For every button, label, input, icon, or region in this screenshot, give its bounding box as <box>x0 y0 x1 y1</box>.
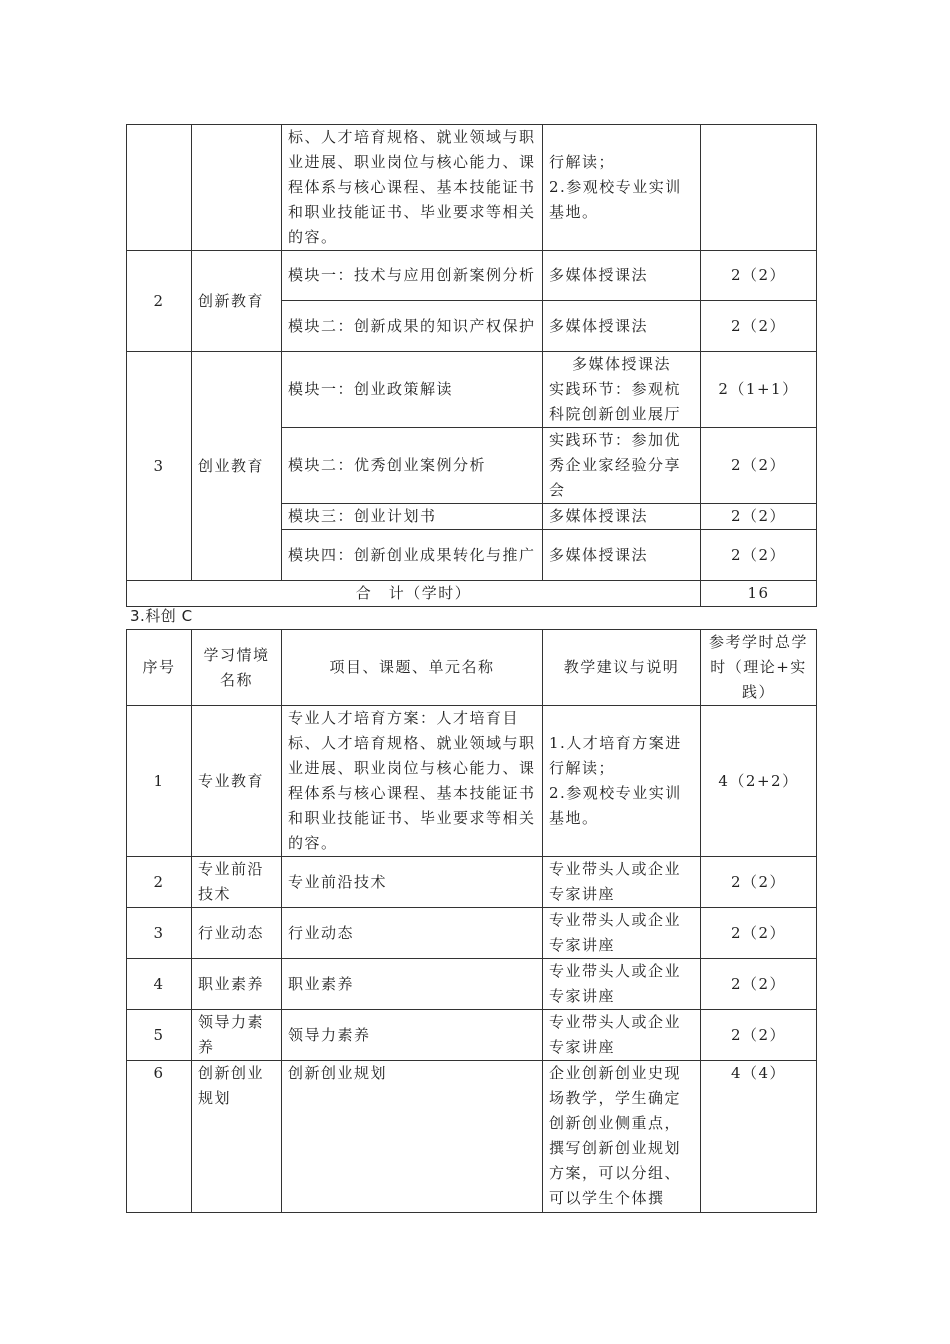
context-cell: 创业教育 <box>192 352 282 581</box>
row-number-cell: 3 <box>127 352 192 581</box>
hours-cell: 2（2） <box>701 301 817 352</box>
table-row <box>127 125 817 251</box>
advice-cell: 行解读； 2.参观校专业实训基地。 <box>543 125 701 251</box>
advice-line: 多媒体授课法 <box>571 355 671 373</box>
context-cell: 职业素养 <box>192 959 282 1010</box>
context-cell: 领导力素养 <box>192 1010 282 1061</box>
advice-cell: 企业创新创业史现场教学，学生确定创新创业侧重点，撰写创新创业规划方案，可以分组、可以学生个体撰 <box>543 1061 701 1213</box>
header-no: 序号 <box>127 630 192 706</box>
header-advice: 教学建议与说明 <box>543 630 701 706</box>
row-number-cell <box>127 125 192 251</box>
hours-cell <box>701 125 817 251</box>
hours-cell: 2（2） <box>701 908 817 959</box>
hours-cell: 2（2） <box>701 530 817 581</box>
project-cell: 创新创业规划 <box>282 1061 543 1213</box>
table-row <box>127 706 817 857</box>
context-cell: 行业动态 <box>192 908 282 959</box>
section-caption: 3.科创 C <box>130 607 193 625</box>
table-row <box>127 1061 817 1213</box>
course-table <box>126 629 817 1213</box>
project-cell: 行业动态 <box>282 908 543 959</box>
advice-cell: 多媒体授课法 <box>543 530 701 581</box>
project-cell: 模块二：优秀创业案例分析 <box>282 428 543 504</box>
hours-cell: 2（1+1） <box>701 352 817 428</box>
total-value: 16 <box>701 581 817 607</box>
advice-cell: 多媒体授课法 <box>543 301 701 352</box>
hours-cell: 2（2） <box>701 959 817 1010</box>
context-cell <box>192 125 282 251</box>
project-cell: 模块一：创业政策解读 <box>282 352 543 428</box>
context-cell: 创新创业规划 <box>192 1061 282 1213</box>
advice-cell: 多媒体授课法 <box>543 504 701 530</box>
row-number-cell: 3 <box>127 908 192 959</box>
table-row <box>127 352 817 428</box>
advice-cell: 多媒体授课法 <box>543 251 701 301</box>
advice-cell: 1.人才培育方案进行解读； 2.参观校专业实训基地。 <box>543 706 701 857</box>
advice-line: 实践环节：参观杭科院创新创业展厅 <box>549 380 682 423</box>
project-cell: 专业前沿技术 <box>282 857 543 908</box>
table-row <box>127 857 817 908</box>
row-number-cell: 1 <box>127 706 192 857</box>
project-cell: 职业素养 <box>282 959 543 1010</box>
header-row <box>127 630 817 706</box>
advice-cell: 专业带头人或企业专家讲座 <box>543 908 701 959</box>
project-cell: 领导力素养 <box>282 1010 543 1061</box>
advice-cell: 实践环节：参加优秀企业家经验分享会 <box>543 428 701 504</box>
project-cell: 模块四：创新创业成果转化与推广 <box>282 530 543 581</box>
hours-cell: 2（2） <box>701 428 817 504</box>
hours-cell: 2（2） <box>701 504 817 530</box>
project-cell: 模块三：创业计划书 <box>282 504 543 530</box>
row-number-cell: 2 <box>127 251 192 352</box>
project-cell: 模块一：技术与应用创新案例分析 <box>282 251 543 301</box>
hours-cell: 4（2+2） <box>701 706 817 857</box>
context-cell: 专业教育 <box>192 706 282 857</box>
context-cell: 专业前沿技术 <box>192 857 282 908</box>
table-row <box>127 1010 817 1061</box>
table-row <box>127 251 817 301</box>
header-hours: 参考学时总学时（理论+实践） <box>701 630 817 706</box>
hours-cell: 2（2） <box>701 857 817 908</box>
row-number-cell: 5 <box>127 1010 192 1061</box>
course-table-continued <box>126 124 817 607</box>
project-cell: 专业人才培育方案：人才培育目标、人才培育规格、就业领域与职业进展、职业岗位与核心能力、课程体系与核心课程、基本技能证书和职业技能证书、毕业要求等相关的容。 <box>282 706 543 857</box>
hours-cell: 2（2） <box>701 1010 817 1061</box>
row-number-cell: 6 <box>127 1061 192 1213</box>
hours-cell: 4（4） <box>701 1061 817 1213</box>
context-cell: 创新教育 <box>192 251 282 352</box>
table-row <box>127 908 817 959</box>
total-row <box>127 581 817 607</box>
table-row <box>127 959 817 1010</box>
advice-cell <box>543 352 701 428</box>
project-cell: 模块二：创新成果的知识产权保护 <box>282 301 543 352</box>
project-cell: 标、人才培育规格、就业领域与职业进展、职业岗位与核心能力、课程体系与核心课程、基本技能证书和职业技能证书、毕业要求等相关的容。 <box>282 125 543 251</box>
header-project: 项目、课题、单元名称 <box>282 630 543 706</box>
row-number-cell: 2 <box>127 857 192 908</box>
advice-cell: 专业带头人或企业专家讲座 <box>543 959 701 1010</box>
hours-cell: 2（2） <box>701 251 817 301</box>
header-context: 学习情境名称 <box>192 630 282 706</box>
total-label: 合 计（学时） <box>127 581 701 607</box>
row-number-cell: 4 <box>127 959 192 1010</box>
advice-cell: 专业带头人或企业专家讲座 <box>543 857 701 908</box>
advice-cell: 专业带头人或企业专家讲座 <box>543 1010 701 1061</box>
